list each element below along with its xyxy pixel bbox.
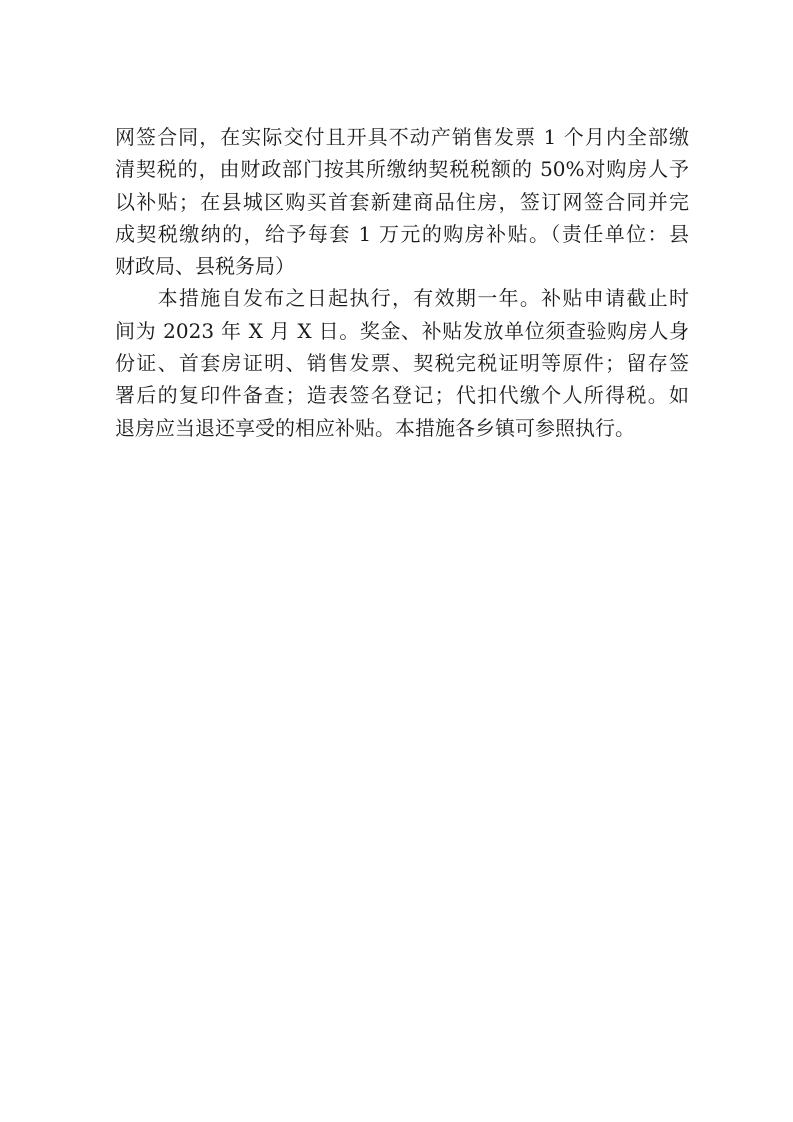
text-line: 份证、首套房证明、销售发票、契税完税证明等原件；留存签 bbox=[115, 351, 689, 376]
text-line: 署后的复印件备查；造表签名登记；代扣代缴个人所得税。如 bbox=[115, 383, 689, 408]
text-line: 网签合同，在实际交付且开具不动产销售发票 1 个月内全部缴 bbox=[115, 125, 689, 149]
body-text bbox=[115, 121, 689, 444]
text-line: 间为 2023 年 X 月 X 日。奖金、补贴发放单位须查验购房人身 bbox=[115, 318, 689, 343]
text-line: 财政局、县税务局） bbox=[115, 254, 295, 279]
text-line: 清契税的，由财政部门按其所缴纳契税税额的 50%对购房人予 bbox=[115, 157, 689, 182]
text-line: 以补贴；在县城区购买首套新建商品住房，签订网签合同并完 bbox=[115, 189, 689, 214]
text-line: 退房应当退还享受的相应补贴。本措施各乡镇可参照执行。 bbox=[115, 415, 635, 440]
text-line: 成契税缴纳的，给予每套 1 万元的购房补贴。（责任单位：县 bbox=[115, 221, 689, 246]
text-line: 本措施自发布之日起执行，有效期一年。补贴申请截止时 bbox=[115, 286, 689, 311]
